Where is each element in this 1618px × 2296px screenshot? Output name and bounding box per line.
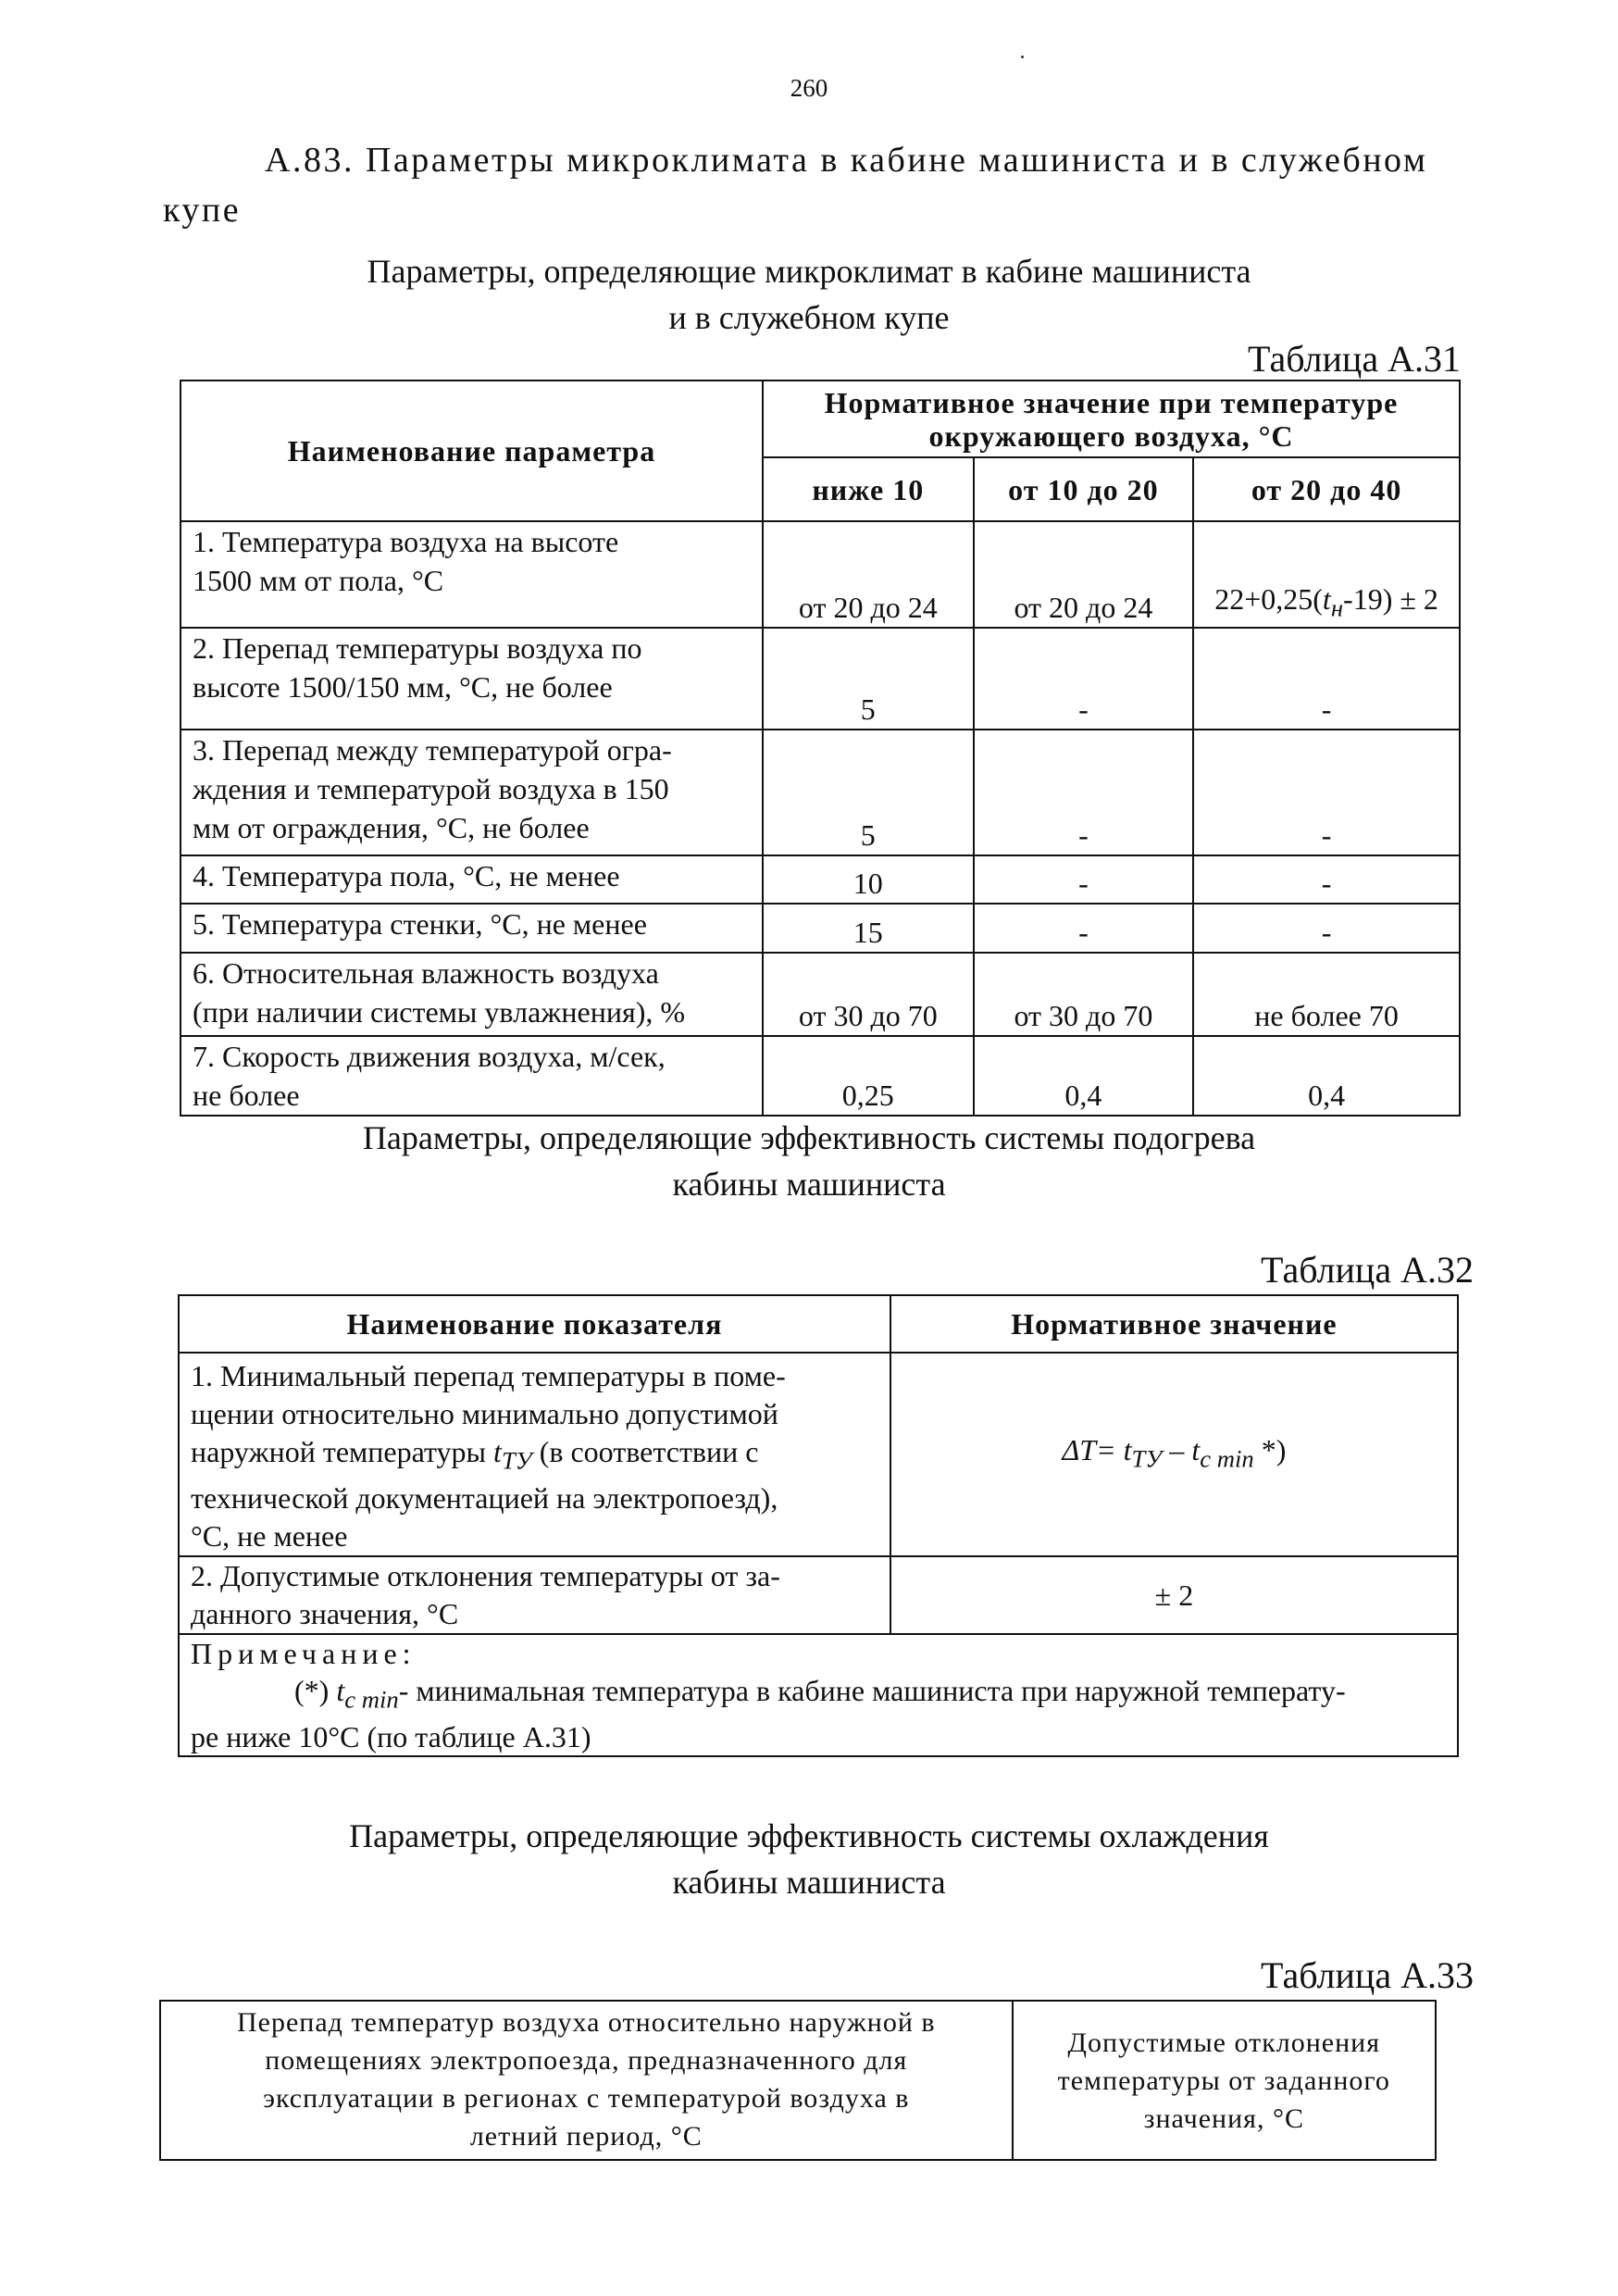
table31	[180, 380, 1461, 1117]
cell-20-to-40: 0,4	[1193, 1036, 1460, 1116]
cell-10-to-20: -	[974, 904, 1194, 953]
table31-subheader-3: от 20 до 40	[1193, 457, 1460, 521]
row-name-line: °С, не менее	[191, 1519, 348, 1554]
table-row	[179, 1556, 1458, 1634]
table31-header-norm-line1: Нормативное значение при температуре	[824, 385, 1399, 419]
table-row	[180, 953, 1460, 1036]
table-row	[180, 628, 1460, 730]
table-row	[180, 730, 1460, 855]
row-name-line: не более	[193, 1079, 300, 1112]
row-name	[180, 730, 763, 855]
cell-10-to-20: 0,4	[974, 1036, 1194, 1116]
section-title-line1: Параметры микроклимата в кабине машиниста и в служебном	[365, 141, 1428, 180]
formula-sub: c min	[344, 1685, 399, 1714]
table31-caption	[0, 248, 1618, 341]
note-text: - минимальная температура в кабине машиниста при наружной температу-	[398, 1674, 1346, 1708]
note-line1	[191, 1672, 1446, 1717]
cell-10-to-20: -	[974, 730, 1194, 855]
row-name-line: технической документацией на электропоезд),	[191, 1481, 778, 1516]
table-row	[179, 1353, 1458, 1556]
formula-sub: н	[1330, 593, 1344, 621]
formula-part: 22+0,25(	[1214, 581, 1323, 616]
table32-caption-line1: Параметры, определяющие эффективность системы подогрева	[362, 1119, 1256, 1156]
table33-caption	[0, 1813, 1618, 1905]
row-text: наружной температуры	[191, 1435, 487, 1468]
row-name	[180, 521, 763, 628]
formula-cell	[890, 1353, 1458, 1556]
row-name-line: 7. Скорость движения воздуха, м/сек,	[193, 1040, 666, 1073]
table31-header-norm-line2: окружающего воздуха, °С	[928, 418, 1294, 453]
formula-var: t	[336, 1674, 345, 1708]
formula-var: t	[1123, 1433, 1132, 1466]
cell-below-10: 15	[763, 904, 974, 953]
row-name-line: мм от ограждения, °С, не более	[193, 811, 590, 844]
table-row	[180, 1036, 1460, 1116]
header-line: помещениях электропоезда, предназначенного для	[265, 2045, 908, 2076]
row-name-line: 1. Температура воздуха на высоте	[193, 525, 619, 558]
note-row	[179, 1634, 1458, 1755]
row-name-line: 5. Температура стенки, °С, не менее	[193, 907, 647, 941]
table32-caption	[0, 1115, 1618, 1207]
table32	[178, 1294, 1459, 1757]
header-line: летний период, °С	[469, 2121, 703, 2152]
page-number: 260	[790, 74, 828, 102]
note-prefix: (*)	[294, 1674, 337, 1708]
table33-caption-line1: Параметры, определяющие эффективность системы охлаждения	[349, 1817, 1269, 1854]
row-name-line	[191, 1433, 878, 1479]
table31-caption-line2: и в служебном купе	[668, 299, 950, 336]
section-number: А.83.	[265, 141, 355, 180]
row-name	[180, 1036, 763, 1116]
row-name	[180, 953, 763, 1036]
cell-below-10: 10	[763, 855, 974, 904]
note-line2: ре ниже 10°С (по таблице А.31)	[191, 1719, 591, 1753]
cell-10-to-20: -	[974, 628, 1194, 730]
table33-header-left	[160, 2001, 1013, 2160]
formula-part: -19) ± 2	[1343, 581, 1438, 616]
formula-var: t	[1322, 581, 1331, 616]
row-name-line: 6. Относительная влажность воздуха	[193, 956, 659, 990]
speck-mark	[1021, 56, 1024, 58]
cell-20-to-40: не более 70	[1193, 953, 1460, 1036]
cell-10-to-20: от 30 до 70	[974, 953, 1194, 1036]
row-name-line: 3. Перепад между температурой огра-	[193, 733, 672, 767]
note-title: Примечание:	[191, 1637, 417, 1671]
cell-below-10: от 20 до 24	[763, 521, 974, 628]
header-line: Допустимые отклонения	[1067, 2027, 1381, 2058]
row-name-line: 4. Температура пола, °С, не менее	[193, 859, 620, 892]
row-name-line: ждения и температурой воздуха в 150	[193, 772, 669, 805]
table31-subheader-2: от 10 до 20	[974, 457, 1194, 521]
formula-sub: ТУ	[501, 1446, 532, 1475]
formula-op: –	[1162, 1433, 1192, 1466]
row-name	[180, 904, 763, 953]
table-row	[180, 521, 1460, 628]
cell-below-10: 0,25	[763, 1036, 974, 1116]
cell-20-to-40: -	[1193, 730, 1460, 855]
table-row	[180, 904, 1460, 953]
row-name	[179, 1556, 890, 1634]
table32-header-name: Наименование показателя	[179, 1295, 890, 1353]
row-name-line: щении относительно минимально допустимой	[191, 1397, 778, 1430]
section-title-line2: купе	[163, 191, 242, 230]
row-name	[180, 628, 763, 730]
formula-delta: ΔT=	[1062, 1433, 1124, 1466]
formula-sub: ТУ	[1131, 1444, 1163, 1473]
cell-10-to-20: от 20 до 24	[974, 521, 1194, 628]
row-name-line: 1500 мм от пола, °С	[193, 564, 444, 597]
row-name	[180, 855, 763, 904]
cell-below-10: от 30 до 70	[763, 953, 974, 1036]
row-value: ± 2	[890, 1556, 1458, 1634]
table32-caption-line2: кабины машиниста	[672, 1166, 946, 1203]
row-name-line: 2. Допустимые отклонения температуры от за-	[191, 1559, 780, 1593]
table31-label: Таблица А.31	[1248, 338, 1461, 380]
row-name-line: (при наличии системы увлажнения), %	[193, 995, 685, 1029]
table33-header-right	[1013, 2001, 1436, 2160]
formula-sub: c min	[1200, 1444, 1254, 1473]
table33-label: Таблица А.33	[1261, 1954, 1474, 1996]
header-line: Перепад температур воздуха относительно наружной в	[237, 2007, 936, 2038]
row-name-line: 1. Минимальный перепад температуры в поме-	[191, 1359, 786, 1392]
cell-20-to-40: -	[1193, 628, 1460, 730]
formula-op: *)	[1253, 1433, 1287, 1466]
row-text: (в соответствии с	[539, 1435, 759, 1468]
table33	[159, 2000, 1437, 2161]
header-line: эксплуатации в регионах с температурой воздуха в	[263, 2083, 910, 2114]
row-name-line: высоте 1500/150 мм, °С, не более	[193, 670, 613, 704]
row-name-line: 2. Перепад температуры воздуха по	[193, 631, 642, 665]
cell-20-to-40: -	[1193, 855, 1460, 904]
cell-below-10: 5	[763, 730, 974, 855]
cell-below-10: 5	[763, 628, 974, 730]
row-name-line: данного значения, °С	[191, 1597, 459, 1631]
section-heading	[163, 135, 1477, 235]
table-row	[180, 855, 1460, 904]
note-cell	[179, 1634, 1458, 1755]
table31-header-param: Наименование параметра	[180, 381, 763, 521]
table31-caption-line1: Параметры, определяющие микроклимат в кабине машиниста	[367, 253, 1251, 290]
table32-label: Таблица А.32	[1261, 1249, 1474, 1291]
cell-10-to-20: -	[974, 855, 1194, 904]
cell-20-to-40: -	[1193, 904, 1460, 953]
table32-header-value: Нормативное значение	[890, 1295, 1458, 1353]
table31-subheader-1: ниже 10	[763, 457, 974, 521]
cell-20-to-40	[1193, 521, 1460, 628]
formula-var: t	[493, 1435, 502, 1468]
header-line: температуры от заданного	[1057, 2065, 1390, 2096]
formula-var: t	[1191, 1433, 1201, 1466]
table33-caption-line2: кабины машиниста	[672, 1864, 946, 1901]
row-name	[179, 1353, 890, 1556]
table31-header-norm	[763, 381, 1460, 457]
header-line: значения, °С	[1143, 2103, 1304, 2134]
